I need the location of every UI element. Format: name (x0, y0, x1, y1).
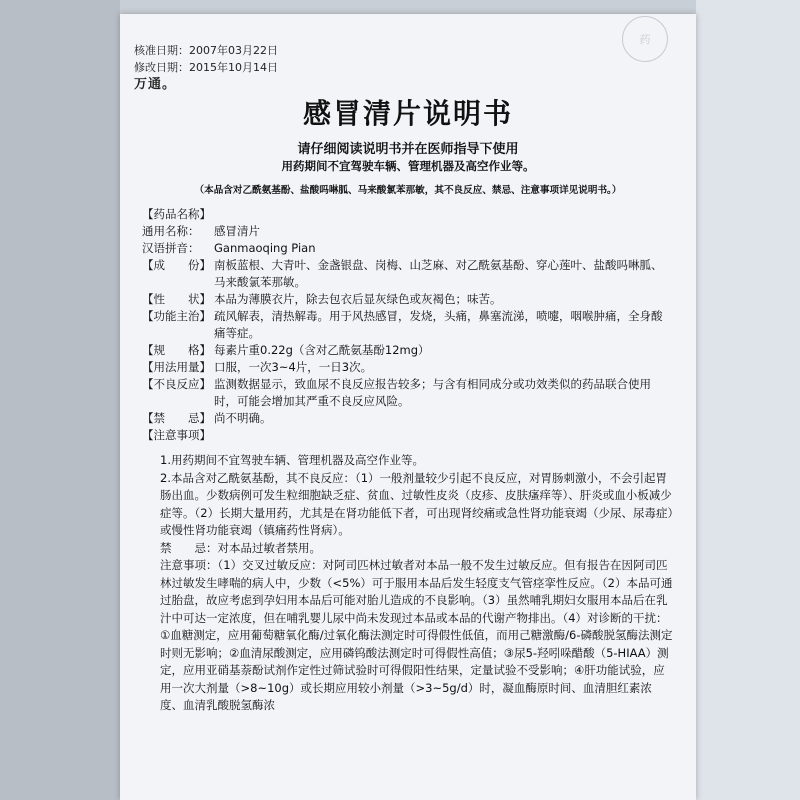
field-list (142, 206, 672, 444)
precaution-item: 2.本品含对乙酰氨基酚，其不良反应：（1）一般剂量较少引起不良反应，对胃肠刺激小，不会引起胃肠出血。少数病例可发生粒细胞缺乏症、贫血、过敏性皮炎（皮疹、皮肤瘙痒等）、肝炎或血小板减少症等。（2）长期大量用药，尤其是在肾功能低下者，可出现肾绞痛或急性肾功能衰竭（少尿、尿毒症）或慢性肾功能衰竭（镇痛药性肾病）。 (160, 470, 674, 537)
background-right (696, 0, 800, 800)
field-row: 【不良反应】 监测数据显示，致血尿不良反应报告较多；与含有相同成分或功效类似的药品联合使用时，可能会增加其严重不良反应风险。 (142, 377, 651, 408)
field-row: 汉语拼音： Ganmaoqing Pian (142, 241, 316, 255)
background-left (0, 0, 120, 800)
field-row: 【规 格】 每素片重0.22g（含对乙酰氨基酚12mg） (142, 343, 430, 357)
field-row: 通用名称： 感冒清片 (142, 224, 260, 238)
precautions-section (142, 452, 674, 715)
field-row: 【禁 忌】 尚不明确。 (142, 411, 272, 425)
instruction-sheet (120, 14, 696, 800)
meta-block (134, 42, 278, 93)
field-row: 【用法用量】 口服，一次3~4片，一日3次。 (142, 360, 373, 374)
field-row: 【注意事项】 (142, 428, 211, 442)
field-row: 【功能主治】 疏风解表，清热解毒。用于风热感冒，发烧，头痛，鼻塞流涕，喷嚏，咽喉肿痛，全身酸痛等症。 (142, 309, 663, 340)
precaution-item: 禁 忌：对本品过敏者禁用。 (160, 540, 321, 555)
notice-read: 请仔细阅读说明书并在医师指导下使用 (297, 142, 519, 157)
page-title: 感冒清片说明书 (302, 97, 513, 130)
field-row: 【性 状】 本品为薄膜衣片，除去包衣后显灰绿色或灰褐色；味苦。 (142, 292, 502, 306)
stamp-icon: 药 (622, 16, 668, 62)
precaution-item: 1.用药期间不宜驾驶车辆、管理机器及高空作业等。 (160, 453, 424, 467)
notice-ingredients: （本品含对乙酰氨基酚、盐酸吗啉胍、马来酸氯苯那敏，其不良反应、禁忌、注意事项详见说明书。） (194, 185, 622, 196)
field-row: 【成 份】 南板蓝根、大青叶、金盏银盘、岗梅、山芝麻、对乙酰氨基酚、穿心莲叶、盐酸吗啉胍、马来酸氯苯那敏。 (142, 258, 663, 289)
precaution-item: 注意事项：（1）交叉过敏反应：对阿司匹林过敏者对本品一般不发生过敏反应。但有报告在因阿司匹林过敏发生哮喘的病人中，少数（<5%）可于服用本品后发生轻度支气管痉挛性反应。（2）本品可通过胎盘，故应考虑到孕妇用本品后可能对胎儿造成的不良影响。（3）虽然哺乳期妇女服用本品后在乳汁中可达一定浓度，但在哺乳婴儿尿中尚未发现过本品或本品的代谢产物排出。（4）对诊断的干扰：①血糖测定，应用葡萄糖氧化酶/过氧化酶法测定时可得假性低值，而用己糖激酶/6-磷酸脱氢酶法测定时则无影响；②血清尿酸测定，应用磷钨酸法测定时可得假性高值；③尿5-羟吲哚醋酸（5-HIAA）测定，应用亚硝基萘酚试剂作定性过筛试验时可得假阳性结果，定量试验不受影响；④肝功能试验，应用一次大剂量（>8~10g）或长期应用较小剂量（>3~5g/d）时，凝血酶原时间、血清胆红素浓度、血清乳酸脱氢酶浓 (160, 558, 673, 712)
revision-date: 修改日期：2015年10月14日 (134, 61, 278, 74)
approval-date: 核准日期：2007年03月22日 (134, 44, 278, 57)
brand-logo: 万通。 (134, 77, 177, 92)
field-row: 【药品名称】 (142, 207, 211, 221)
notice-driving: 用药期间不宜驾驶车辆、管理机器及高空作业等。 (281, 159, 535, 173)
